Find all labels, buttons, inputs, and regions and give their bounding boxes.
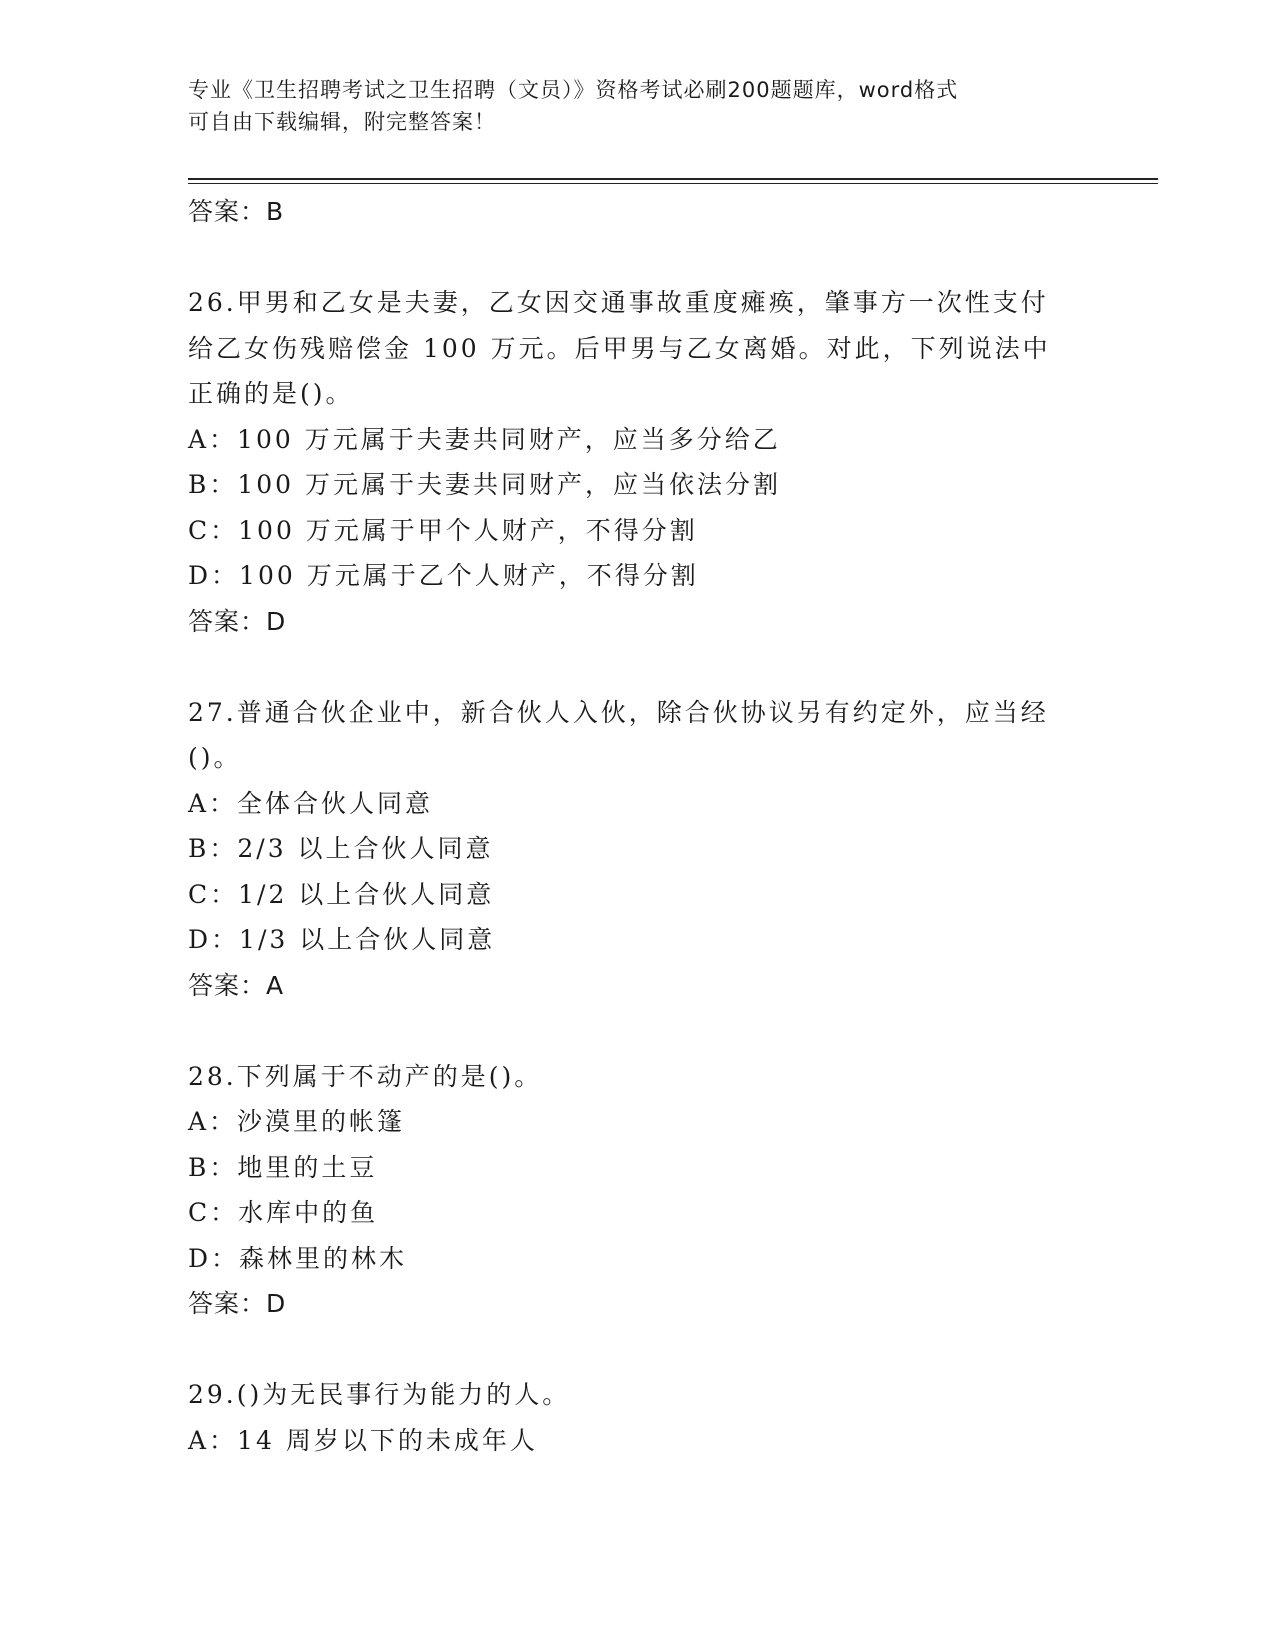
spacer — [188, 235, 1088, 281]
option-a: A：14 周岁以下的未成年人 — [188, 1425, 538, 1455]
question-stem-line: ()。 — [188, 743, 242, 772]
option-b: B：100 万元属于夫妻共同财产，应当依法分割 — [188, 470, 782, 499]
answer: 答案：A — [188, 970, 285, 1000]
question-stem-line: 正确的是()。 — [188, 379, 354, 408]
question-26 — [188, 280, 1088, 644]
spacer — [188, 644, 1088, 690]
answer: 答案：D — [188, 1289, 287, 1318]
question-29 — [188, 1372, 1088, 1463]
option-a: A：沙漠里的帐篷 — [188, 1107, 406, 1136]
spacer — [188, 1008, 1088, 1054]
header-line-1: 专业《卫生招聘考试之卫生招聘（文员）》资格考试必刷200题题库，word格式 — [188, 78, 959, 102]
question-stem-line: 28.下列属于不动产的是()。 — [188, 1061, 543, 1091]
option-d: D：100 万元属于乙个人财产，不得分割 — [188, 561, 699, 590]
option-c: C：1/2 以上合伙人同意 — [188, 879, 495, 909]
question-stem-line: 27.普通合伙企业中，新合伙人入伙，除合伙协议另有约定外，应当经 — [188, 697, 1049, 727]
option-d: D：1/3 以上合伙人同意 — [188, 925, 496, 954]
question-stem-line: 26.甲男和乙女是夫妻，乙女因交通事故重度瘫痪，肇事方一次性支付 — [188, 288, 1049, 317]
answer: 答案：D — [188, 606, 287, 636]
option-a: A：100 万元属于夫妻共同财产，应当多分给乙 — [188, 424, 781, 454]
header-divider-thin — [188, 183, 1158, 184]
option-c: C：100 万元属于甲个人财产，不得分割 — [188, 515, 698, 545]
spacer — [188, 1327, 1088, 1373]
header-line-2: 可自由下载编辑，附完整答案！ — [188, 110, 496, 134]
question-stem-line: 29.()为无民事行为能力的人。 — [188, 1380, 571, 1409]
question-28 — [188, 1054, 1088, 1327]
document-body — [188, 189, 1088, 1463]
option-b: B：2/3 以上合伙人同意 — [188, 834, 494, 863]
header-divider-thick — [188, 178, 1158, 180]
question-stem-line: 给乙女伤残赔偿金 100 万元。后甲男与乙女离婚。对此，下列说法中 — [188, 333, 1051, 363]
option-d: D：森林里的林木 — [188, 1243, 408, 1273]
option-a: A：全体合伙人同意 — [188, 788, 434, 818]
document-header — [188, 74, 1078, 138]
question-27 — [188, 690, 1088, 1009]
option-c: C：水库中的鱼 — [188, 1198, 379, 1227]
answer-25: 答案：B — [188, 197, 285, 226]
option-b: B：地里的土豆 — [188, 1152, 378, 1182]
